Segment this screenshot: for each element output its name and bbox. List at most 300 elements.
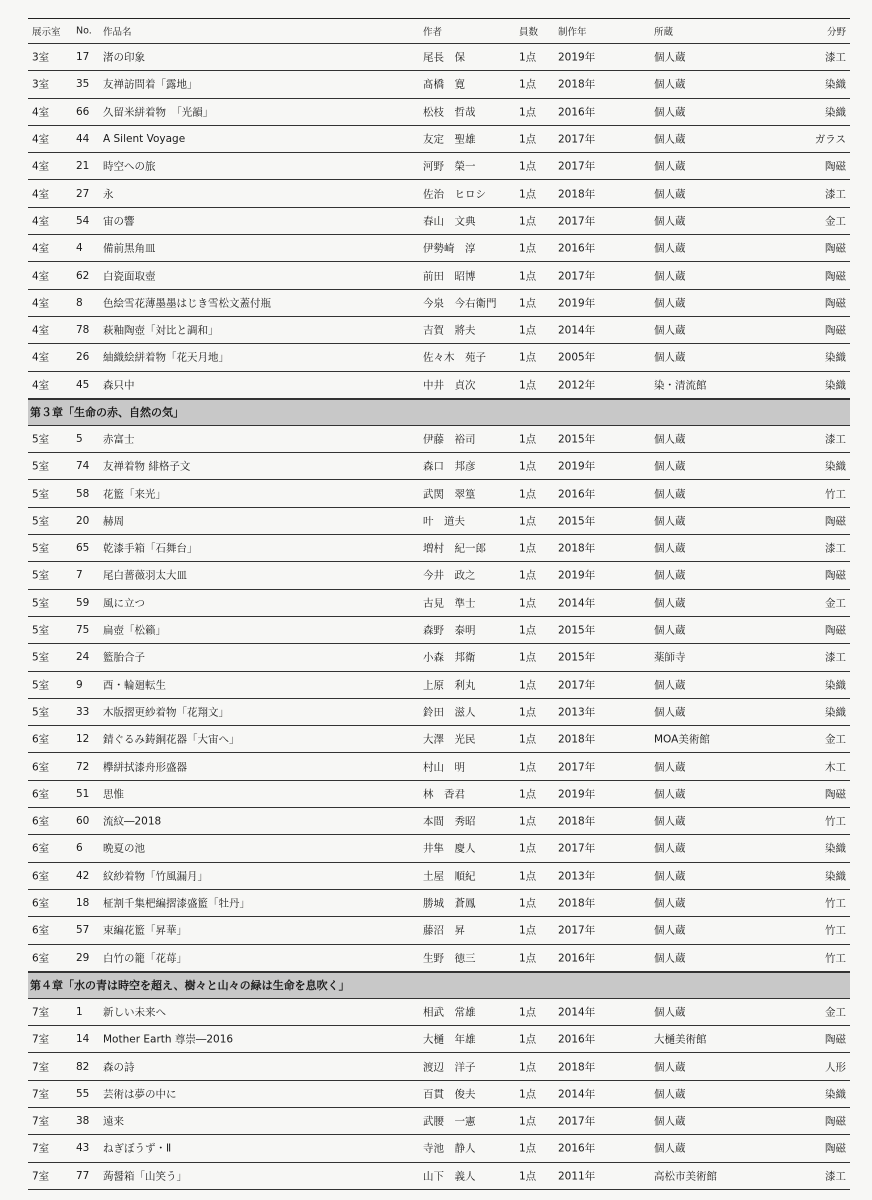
cell-room: 7室 xyxy=(32,1170,50,1183)
cell-room: 5室 xyxy=(32,624,50,637)
cell-count: 1点 xyxy=(519,270,537,283)
cell-year: 2013年 xyxy=(558,706,596,719)
cell-owner: 個人蔵 xyxy=(654,242,686,255)
cell-count: 1点 xyxy=(519,870,537,883)
cell-owner: 個人蔵 xyxy=(654,706,686,719)
cell-field: 染織 xyxy=(825,679,846,692)
cell-room: 5室 xyxy=(32,569,50,582)
cell-no: 72 xyxy=(76,760,90,773)
cell-count: 1点 xyxy=(519,488,537,501)
cell-year: 2018年 xyxy=(558,78,596,91)
cell-no: 33 xyxy=(76,705,90,718)
cell-year: 2017年 xyxy=(558,761,596,774)
cell-title: 赫周 xyxy=(103,515,124,528)
cell-title: 新しい未来へ xyxy=(103,1006,166,1019)
cell-title: 錆ぐるみ鋳銅花器「大宙へ」 xyxy=(103,733,240,746)
cell-count: 1点 xyxy=(519,433,537,446)
cell-field: 陶磁 xyxy=(825,1142,846,1155)
cell-owner: 個人蔵 xyxy=(654,78,686,91)
cell-title: 柾割千集杷編摺漆盛籃「牡丹」 xyxy=(103,897,250,910)
header-artist: 作者 xyxy=(423,27,443,38)
cell-artist: 古見 準士 xyxy=(423,597,476,610)
cell-count: 1点 xyxy=(519,242,537,255)
cell-year: 2016年 xyxy=(558,488,596,501)
cell-year: 2015年 xyxy=(558,624,596,637)
cell-field: 染織 xyxy=(825,706,846,719)
cell-year: 2019年 xyxy=(558,297,596,310)
cell-no: 4 xyxy=(76,242,83,255)
cell-field: 竹工 xyxy=(825,952,846,965)
table-row xyxy=(28,1108,850,1135)
cell-year: 2019年 xyxy=(558,460,596,473)
cell-count: 1点 xyxy=(519,1115,537,1128)
cell-count: 1点 xyxy=(519,679,537,692)
chapter-heading xyxy=(28,399,850,426)
cell-year: 2005年 xyxy=(558,351,596,364)
cell-count: 1点 xyxy=(519,542,537,555)
cell-artist: 武腰 一憲 xyxy=(423,1115,476,1128)
cell-year: 2017年 xyxy=(558,270,596,283)
cell-field: 陶磁 xyxy=(825,624,846,637)
cell-room: 5室 xyxy=(32,542,50,555)
cell-room: 4室 xyxy=(32,106,50,119)
table-row xyxy=(28,1135,850,1162)
cell-owner: 個人蔵 xyxy=(654,569,686,582)
cell-room: 7室 xyxy=(32,1033,50,1046)
cell-owner: 個人蔵 xyxy=(654,542,686,555)
cell-room: 6室 xyxy=(32,870,50,883)
table-row xyxy=(28,1081,850,1108)
cell-artist: 小森 邦衛 xyxy=(423,651,476,664)
cell-owner: 個人蔵 xyxy=(654,924,686,937)
cell-year: 2015年 xyxy=(558,651,596,664)
cell-no: 75 xyxy=(76,624,90,637)
cell-owner: 個人蔵 xyxy=(654,1006,686,1019)
cell-artist: 相武 常雄 xyxy=(423,1006,476,1019)
cell-owner: 個人蔵 xyxy=(654,351,686,364)
cell-no: 58 xyxy=(76,487,90,500)
cell-room: 5室 xyxy=(32,460,50,473)
cell-count: 1点 xyxy=(519,733,537,746)
cell-field: 陶磁 xyxy=(825,160,846,173)
cell-field: 金工 xyxy=(825,215,846,228)
cell-count: 1点 xyxy=(519,1061,537,1074)
cell-year: 2014年 xyxy=(558,1006,596,1019)
cell-owner: 個人蔵 xyxy=(654,842,686,855)
cell-no: 78 xyxy=(76,324,90,337)
cell-owner: 個人蔵 xyxy=(654,51,686,64)
cell-count: 1点 xyxy=(519,351,537,364)
cell-artist: 増村 紀一郎 xyxy=(423,542,486,555)
cell-title: 花籃「来光」 xyxy=(103,488,166,501)
cell-field: 漆工 xyxy=(825,651,846,664)
cell-owner: 個人蔵 xyxy=(654,815,686,828)
cell-title: 時空への旅 xyxy=(103,160,156,173)
cell-field: 金工 xyxy=(825,597,846,610)
cell-no: 38 xyxy=(76,1115,90,1128)
cell-room: 4室 xyxy=(32,270,50,283)
cell-count: 1点 xyxy=(519,215,537,228)
cell-owner: 個人蔵 xyxy=(654,679,686,692)
cell-owner: 個人蔵 xyxy=(654,488,686,501)
cell-owner: 個人蔵 xyxy=(654,897,686,910)
cell-count: 1点 xyxy=(519,706,537,719)
cell-year: 2018年 xyxy=(558,542,596,555)
cell-count: 1点 xyxy=(519,815,537,828)
cell-artist: 寺池 静人 xyxy=(423,1142,476,1155)
cell-room: 7室 xyxy=(32,1088,50,1101)
cell-count: 1点 xyxy=(519,761,537,774)
table-row xyxy=(28,262,850,289)
header-owner: 所蔵 xyxy=(654,27,674,38)
cell-artist: 叶 道夫 xyxy=(423,515,465,528)
cell-no: 9 xyxy=(76,678,83,691)
cell-artist: 生野 徳三 xyxy=(423,952,476,965)
cell-room: 3室 xyxy=(32,51,50,64)
cell-no: 12 xyxy=(76,733,90,746)
cell-artist: 鈴田 滋人 xyxy=(423,706,476,719)
cell-field: 陶磁 xyxy=(825,242,846,255)
cell-no: 74 xyxy=(76,460,90,473)
cell-artist: 中井 貞次 xyxy=(423,379,476,392)
cell-count: 1点 xyxy=(519,324,537,337)
cell-year: 2016年 xyxy=(558,1142,596,1155)
cell-field: 染織 xyxy=(825,870,846,883)
cell-field: 金工 xyxy=(825,1006,846,1019)
cell-year: 2018年 xyxy=(558,897,596,910)
table-row xyxy=(28,753,850,780)
cell-room: 4室 xyxy=(32,133,50,146)
cell-artist: 森野 泰明 xyxy=(423,624,476,637)
cell-field: 竹工 xyxy=(825,488,846,501)
cell-no: 51 xyxy=(76,787,90,800)
cell-year: 2018年 xyxy=(558,188,596,201)
cell-artist: 前田 昭博 xyxy=(423,270,476,283)
cell-owner: 染・清流館 xyxy=(654,379,707,392)
cell-title: 思惟 xyxy=(103,788,124,801)
cell-artist: 吉賀 將夫 xyxy=(423,324,476,337)
cell-count: 1点 xyxy=(519,1033,537,1046)
cell-room: 4室 xyxy=(32,297,50,310)
cell-artist: 藤沼 昇 xyxy=(423,924,465,937)
cell-room: 6室 xyxy=(32,815,50,828)
cell-year: 2018年 xyxy=(558,733,596,746)
cell-title: 白瓷面取壺 xyxy=(103,270,156,283)
cell-year: 2015年 xyxy=(558,433,596,446)
cell-year: 2014年 xyxy=(558,1088,596,1101)
cell-year: 2016年 xyxy=(558,106,596,119)
cell-field: 染織 xyxy=(825,351,846,364)
table-row xyxy=(28,44,850,71)
cell-field: 漆工 xyxy=(825,1170,846,1183)
cell-no: 21 xyxy=(76,160,90,173)
cell-title: 渚の印象 xyxy=(103,51,145,64)
cell-field: 漆工 xyxy=(825,542,846,555)
header-no: No. xyxy=(76,25,92,37)
cell-owner: 個人蔵 xyxy=(654,297,686,310)
cell-title: 籃胎合子 xyxy=(103,651,145,664)
cell-year: 2017年 xyxy=(558,133,596,146)
cell-field: 竹工 xyxy=(825,924,846,937)
table-row xyxy=(28,726,850,753)
cell-count: 1点 xyxy=(519,569,537,582)
cell-no: 82 xyxy=(76,1060,90,1073)
cell-no: 6 xyxy=(76,842,83,855)
cell-year: 2019年 xyxy=(558,788,596,801)
cell-year: 2017年 xyxy=(558,215,596,228)
table-row xyxy=(28,699,850,726)
cell-no: 26 xyxy=(76,351,90,364)
cell-title: 束編花籃「昇華」 xyxy=(103,924,187,937)
cell-room: 4室 xyxy=(32,324,50,337)
cell-no: 59 xyxy=(76,596,90,609)
cell-year: 2019年 xyxy=(558,51,596,64)
cell-artist: 伊勢崎 淳 xyxy=(423,242,476,255)
artwork-list-table xyxy=(28,18,850,1190)
cell-room: 4室 xyxy=(32,351,50,364)
cell-no: 18 xyxy=(76,897,90,910)
cell-title: 欅絣拭漆舟形盛器 xyxy=(103,761,187,774)
cell-count: 1点 xyxy=(519,924,537,937)
cell-count: 1点 xyxy=(519,160,537,173)
table-row xyxy=(28,235,850,262)
cell-field: 陶磁 xyxy=(825,1033,846,1046)
cell-title: 紋紗着物「竹風漏月」 xyxy=(103,870,208,883)
table-row xyxy=(28,945,850,972)
table-row xyxy=(28,617,850,644)
cell-count: 1点 xyxy=(519,597,537,610)
cell-owner: 個人蔵 xyxy=(654,433,686,446)
cell-artist: 今井 政之 xyxy=(423,569,476,582)
cell-year: 2016年 xyxy=(558,242,596,255)
cell-room: 7室 xyxy=(32,1006,50,1019)
cell-field: 染織 xyxy=(825,78,846,91)
cell-owner: 個人蔵 xyxy=(654,952,686,965)
cell-title: 扁壺「松籟」 xyxy=(103,624,166,637)
cell-count: 1点 xyxy=(519,952,537,965)
cell-owner: 個人蔵 xyxy=(654,1115,686,1128)
cell-owner: 個人蔵 xyxy=(654,788,686,801)
cell-no: 29 xyxy=(76,951,90,964)
cell-artist: 伊藤 裕司 xyxy=(423,433,476,446)
cell-field: 染織 xyxy=(825,842,846,855)
cell-artist: 勝城 蒼鳳 xyxy=(423,897,476,910)
cell-count: 1点 xyxy=(519,624,537,637)
cell-room: 6室 xyxy=(32,788,50,801)
cell-owner: 個人蔵 xyxy=(654,160,686,173)
cell-title: 萩釉陶壺「対比と調和」 xyxy=(103,324,219,337)
cell-count: 1点 xyxy=(519,106,537,119)
cell-no: 77 xyxy=(76,1169,90,1182)
cell-year: 2017年 xyxy=(558,842,596,855)
table-row xyxy=(28,1053,850,1080)
cell-year: 2013年 xyxy=(558,870,596,883)
cell-title: 備前黒角皿 xyxy=(103,242,156,255)
cell-no: 7 xyxy=(76,569,83,582)
cell-artist: 土屋 順紀 xyxy=(423,870,476,883)
cell-no: 43 xyxy=(76,1142,90,1155)
cell-title: 友禅訪問着「露地」 xyxy=(103,78,198,91)
cell-field: 陶磁 xyxy=(825,270,846,283)
cell-room: 5室 xyxy=(32,433,50,446)
cell-no: 8 xyxy=(76,296,83,309)
table-row xyxy=(28,999,850,1026)
cell-room: 7室 xyxy=(32,1115,50,1128)
header-room: 展示室 xyxy=(32,27,61,38)
cell-year: 2018年 xyxy=(558,1061,596,1074)
cell-no: 57 xyxy=(76,924,90,937)
cell-field: 陶磁 xyxy=(825,1115,846,1128)
table-row xyxy=(28,180,850,207)
cell-count: 1点 xyxy=(519,51,537,64)
cell-room: 7室 xyxy=(32,1142,50,1155)
cell-artist: 本間 秀昭 xyxy=(423,815,476,828)
cell-title: 色絵雪花薄墨墨はじき雪松文蓋付瓶 xyxy=(103,297,271,310)
cell-count: 1点 xyxy=(519,897,537,910)
cell-no: 54 xyxy=(76,214,90,227)
table-row xyxy=(28,508,850,535)
cell-field: 染織 xyxy=(825,460,846,473)
cell-field: 木工 xyxy=(825,761,846,774)
cell-owner: 個人蔵 xyxy=(654,188,686,201)
cell-title: 久留米絣着物 「光韻」 xyxy=(103,106,214,119)
cell-field: ガラス xyxy=(814,133,846,146)
table-row xyxy=(28,208,850,235)
cell-title: Mother Earth 尊崇―2016 xyxy=(103,1033,234,1046)
cell-field: 竹工 xyxy=(825,897,846,910)
cell-owner: 個人蔵 xyxy=(654,324,686,337)
cell-room: 6室 xyxy=(32,952,50,965)
header-field: 分野 xyxy=(826,27,846,38)
cell-title: 尾白薔薇羽太大皿 xyxy=(103,569,187,582)
cell-field: 陶磁 xyxy=(825,297,846,310)
cell-count: 1点 xyxy=(519,379,537,392)
cell-year: 2016年 xyxy=(558,952,596,965)
cell-no: 24 xyxy=(76,651,90,664)
cell-no: 66 xyxy=(76,105,90,118)
cell-count: 1点 xyxy=(519,651,537,664)
cell-title: 乾漆手箱「石舞台」 xyxy=(103,542,198,555)
cell-count: 1点 xyxy=(519,297,537,310)
header-year: 制作年 xyxy=(558,27,587,38)
cell-owner: 個人蔵 xyxy=(654,133,686,146)
cell-no: 44 xyxy=(76,133,90,146)
cell-title: 晩夏の池 xyxy=(103,842,145,855)
cell-artist: 佐治 ヒロシ xyxy=(423,188,486,201)
cell-title: 友禅着物 緋格子文 xyxy=(103,460,191,473)
cell-room: 4室 xyxy=(32,188,50,201)
cell-owner: MOA美術館 xyxy=(654,733,710,746)
cell-owner: 個人蔵 xyxy=(654,515,686,528)
cell-count: 1点 xyxy=(519,133,537,146)
cell-title: 蒟醤箱「山笑う」 xyxy=(103,1170,187,1183)
table-row xyxy=(28,590,850,617)
cell-year: 2014年 xyxy=(558,597,596,610)
cell-title: 芸術は夢の中に xyxy=(103,1088,177,1101)
cell-count: 1点 xyxy=(519,188,537,201)
table-row xyxy=(28,99,850,126)
cell-owner: 薬師寺 xyxy=(654,651,686,664)
cell-year: 2017年 xyxy=(558,679,596,692)
cell-room: 7室 xyxy=(32,1061,50,1074)
cell-no: 42 xyxy=(76,869,90,882)
cell-artist: 百貫 俊夫 xyxy=(423,1088,476,1101)
cell-room: 5室 xyxy=(32,679,50,692)
cell-no: 20 xyxy=(76,514,90,527)
cell-artist: 佐々木 苑子 xyxy=(423,351,486,364)
cell-count: 1点 xyxy=(519,515,537,528)
cell-no: 5 xyxy=(76,433,83,445)
cell-artist: 林 香君 xyxy=(423,788,465,801)
cell-owner: 個人蔵 xyxy=(654,1142,686,1155)
cell-no: 14 xyxy=(76,1033,90,1046)
cell-count: 1点 xyxy=(519,788,537,801)
cell-artist: 髙橋 寛 xyxy=(423,78,465,91)
cell-count: 1点 xyxy=(519,78,537,91)
cell-count: 1点 xyxy=(519,842,537,855)
cell-year: 2019年 xyxy=(558,569,596,582)
cell-owner: 個人蔵 xyxy=(654,106,686,119)
cell-room: 4室 xyxy=(32,242,50,255)
table-row xyxy=(28,126,850,153)
cell-count: 1点 xyxy=(519,1088,537,1101)
cell-artist: 山下 義人 xyxy=(423,1170,476,1183)
cell-title: 宙の響 xyxy=(103,215,135,228)
cell-field: 漆工 xyxy=(825,188,846,201)
cell-owner: 個人蔵 xyxy=(654,270,686,283)
table-row xyxy=(28,317,850,344)
table-row xyxy=(28,426,850,453)
cell-owner: 個人蔵 xyxy=(654,624,686,637)
cell-title: 酉・輪廻転生 xyxy=(103,679,166,692)
header-title: 作品名 xyxy=(103,27,132,38)
cell-no: 45 xyxy=(76,378,90,391)
cell-artist: 渡辺 洋子 xyxy=(423,1061,476,1074)
table-row xyxy=(28,863,850,890)
cell-field: 竹工 xyxy=(825,815,846,828)
cell-no: 1 xyxy=(76,1005,83,1018)
cell-year: 2014年 xyxy=(558,324,596,337)
cell-owner: 個人蔵 xyxy=(654,1061,686,1074)
cell-title: 永 xyxy=(103,188,114,201)
cell-year: 2015年 xyxy=(558,515,596,528)
cell-owner: 個人蔵 xyxy=(654,1088,686,1101)
table-row xyxy=(28,781,850,808)
table-row xyxy=(28,562,850,589)
cell-field: 染織 xyxy=(825,1088,846,1101)
cell-year: 2011年 xyxy=(558,1170,596,1183)
cell-artist: 今泉 今右衛門 xyxy=(423,297,497,310)
cell-room: 6室 xyxy=(32,924,50,937)
cell-no: 55 xyxy=(76,1087,90,1100)
cell-owner: 個人蔵 xyxy=(654,460,686,473)
cell-field: 染織 xyxy=(825,106,846,119)
table-row xyxy=(28,535,850,562)
cell-year: 2017年 xyxy=(558,160,596,173)
cell-room: 4室 xyxy=(32,215,50,228)
cell-field: 陶磁 xyxy=(825,569,846,582)
table-row xyxy=(28,153,850,180)
cell-room: 6室 xyxy=(32,761,50,774)
table-row xyxy=(28,1163,850,1190)
cell-title: 白竹の籠「花苺」 xyxy=(103,952,187,965)
cell-no: 17 xyxy=(76,51,90,64)
cell-room: 4室 xyxy=(32,379,50,392)
cell-room: 5室 xyxy=(32,488,50,501)
cell-owner: 個人蔵 xyxy=(654,597,686,610)
cell-title: 流紋―2018 xyxy=(103,815,162,828)
cell-title: 森の詩 xyxy=(103,1061,135,1074)
